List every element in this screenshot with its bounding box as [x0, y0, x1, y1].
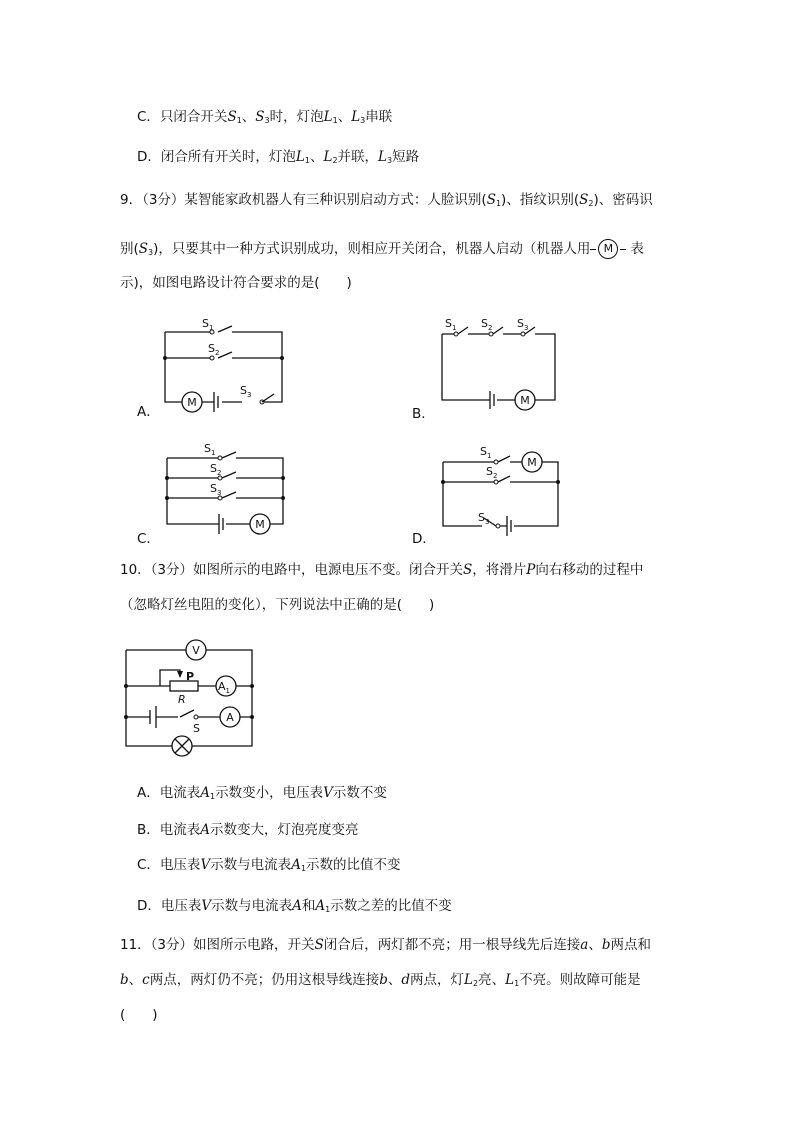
q10-stem-line2: （忽略灯丝电阻的变化），下列说法中正确的是( )	[120, 597, 435, 613]
motor-label: M	[520, 394, 530, 407]
q8-option-c: C．只闭合开关$S_1$、$S_3$时，灯泡$L_1$、$L_3$串联	[137, 109, 393, 125]
q8-option-d: D．闭合所有开关时，灯泡$L_1$、$L_2$并联，$L_3$短路	[137, 149, 420, 165]
motor-label: M	[527, 456, 537, 469]
q9-option-b-label: B．	[412, 406, 435, 422]
switch-s3-label: $S_3$	[210, 482, 222, 497]
q10-option-b: B．电流表A示数变大，灯泡亮度变亮	[137, 822, 359, 838]
q9-stem-line1: 9．（3分）某智能家政机器人有三种识别启动方式：人脸识别$(S_1)$、指纹识别$(S_2)$、密码识	[120, 192, 653, 208]
motor-label: M	[255, 518, 265, 531]
q10-option-d: D．电压表V示数与电流表A和$A_1$示数之差的比值不变	[137, 898, 452, 914]
switch-s2-label: $S_2$	[210, 462, 222, 477]
slider-arrow	[177, 671, 183, 678]
switch-s2-label: $S_2$	[486, 465, 498, 480]
q9-circuit-a	[160, 318, 290, 413]
slider-label: P	[186, 670, 195, 683]
motor-symbol: M	[598, 239, 618, 259]
switch-s2-label: $S_2$	[208, 342, 220, 357]
q10-option-c: C．电压表V示数与电流表$A_1$示数的比值不变	[137, 857, 401, 873]
switch-label: S	[193, 722, 200, 735]
resistor-label: R	[178, 693, 186, 706]
wire-stub	[620, 249, 626, 250]
q10-circuit	[120, 640, 260, 755]
q10-option-a: A．电流表$A_1$示数变小，电压表V示数不变	[137, 785, 387, 801]
motor-label: M	[187, 396, 197, 409]
q11-stem-line2: b、c两点，两灯仍不亮；仍用这根导线连接b、d两点，灯$L_2$亮、$L_1$不亮。则故障可能是	[120, 972, 641, 988]
q9-circuit-b	[437, 314, 562, 414]
switch-s3-label: $S_3$	[478, 511, 490, 526]
ammeter-a-label: A	[226, 711, 234, 724]
switch-s1-label: $S_1$	[445, 317, 457, 332]
q9-stem-line2: 别$(S_3)$，只要其中一种方式识别成功，则相应开关闭合，机器人启动（机器人用 M 表	[120, 241, 644, 257]
switch-s1-label: $S_1$	[204, 442, 216, 457]
q9-circuit-d	[438, 440, 563, 540]
voltmeter-label: V	[192, 644, 200, 657]
wire-stub	[590, 249, 596, 250]
q9-option-d-label: D．	[412, 531, 436, 547]
switch-s1-label: $S_1$	[202, 317, 214, 332]
q11-stem-line3: ( )	[120, 1007, 158, 1023]
switch-s2-label: $S_2$	[481, 317, 493, 332]
q9-option-a-label: A．	[137, 404, 160, 420]
switch-s3-label: $S_3$	[240, 384, 252, 399]
q11-stem-line1: 11．（3分）如图所示电路，开关S闭合后，两灯都不亮；用一根导线先后连接a、b两点和	[120, 937, 651, 953]
q10-stem-line1: 10．（3分）如图所示的电路中，电源电压不变。闭合开关S，将滑片P向右移动的过程中	[120, 562, 644, 578]
switch-s3-label: $S_3$	[517, 317, 529, 332]
q9-circuit-c	[162, 440, 292, 540]
switch-s1-label: $S_1$	[480, 445, 492, 460]
q9-stem-line3: 示)，如图电路设计符合要求的是( )	[120, 275, 352, 291]
q9-option-c-label: C．	[137, 531, 160, 547]
ammeter-a1-label: $A_1$	[218, 680, 230, 695]
